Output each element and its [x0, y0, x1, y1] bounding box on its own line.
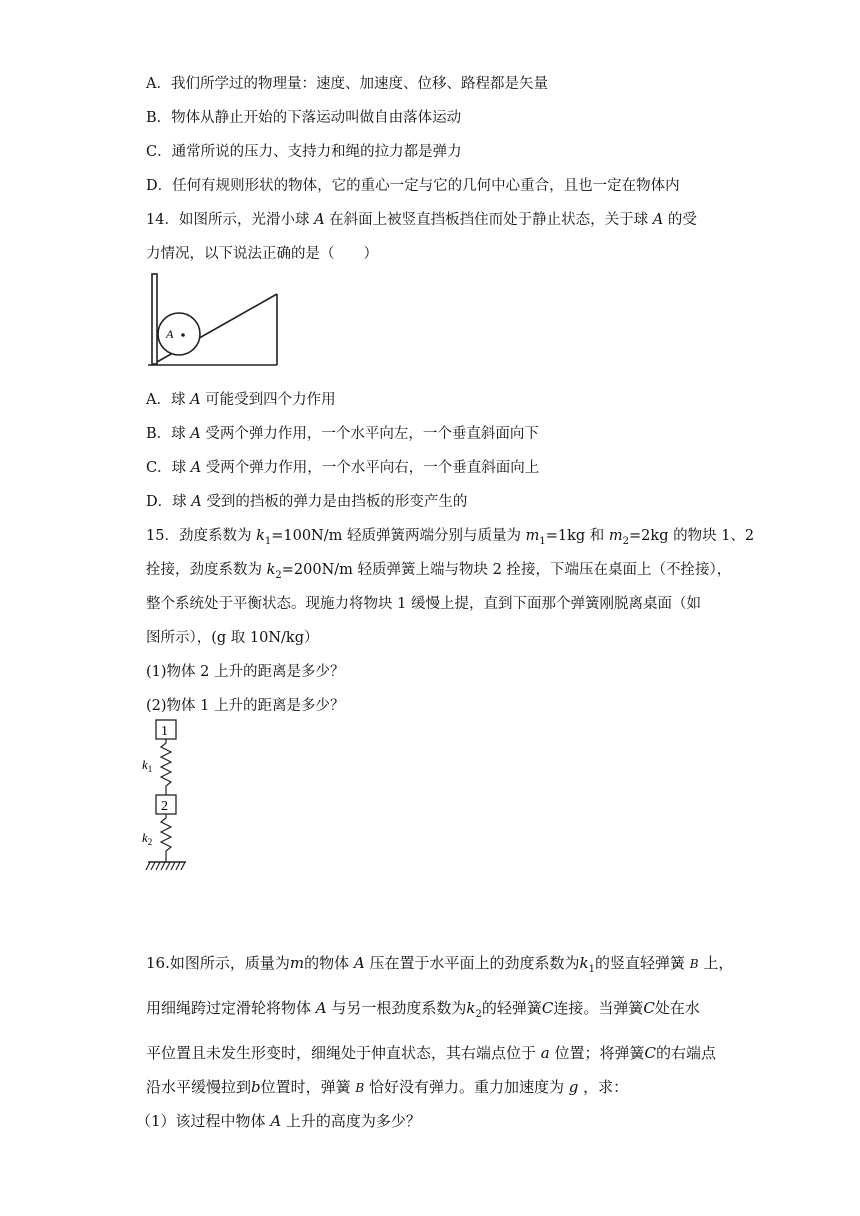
q13-option-d: D．任何有规则形状的物体，它的重心一定与它的几何中心重合，且也一定在物体内 [146, 178, 680, 194]
ball-label: A [166, 327, 174, 341]
q15-stem-line1: 15．劲度系数为 $k_1=100N/m$ 轻质弹簧两端分别与质量为 $m_1=1kg$ 和 $m_2=2kg$ 的物块 1、2 [146, 528, 755, 547]
q16-stem-line3: 平位置且未发生形变时，细绳处于伸直状态，其右端点位于 a 位置；将弹簧C的右端点 [146, 1044, 717, 1062]
q14-option-d: D．球 A 受到的挡板的弹力是由挡板的形变产生的 [146, 494, 468, 510]
ball-center-dot [181, 333, 185, 337]
ground-hatching [146, 862, 185, 870]
q14-option-a: A．球 A 可能受到四个力作用 [146, 392, 336, 408]
q15-stem-line3: 整个系统处于平衡状态。现施力将物块 1 缓慢上提，直到下面那个弹簧刚脱离桌面（如 [146, 596, 701, 612]
q15-stem-line2: 拴接，劲度系数为 $k_2=200N/m$ 轻质弹簧上端与物块 2 拴接，下端压在桌面上（不拴接）， [146, 562, 732, 581]
q14-incline-figure [146, 272, 280, 372]
q13-option-c: C．通常所说的压力、支持力和绳的拉力都是弹力 [146, 144, 462, 160]
q14-option-c: C．球 A 受两个弹力作用，一个水平向右，一个垂直斜面向上 [146, 460, 540, 476]
vertical-board [152, 274, 157, 364]
q16-stem-line4: 沿水平缓慢拉到b位置时，弹簧 B 恰好没有弹力。重力加速度为 g ，求： [146, 1078, 629, 1096]
q15-spring-figure [140, 716, 200, 876]
q13-option-a: A．我们所学过的物理量：速度、加速度、位移、路程都是矢量 [146, 76, 548, 92]
q14-stem-line2: 力情况，以下说法正确的是（ ） [146, 246, 378, 262]
block-1-label: 1 [161, 724, 168, 739]
spring-k1-label: $k_1$ [142, 757, 153, 774]
spring-k2 [161, 814, 171, 862]
spring-k2-label: $k_2$ [142, 830, 153, 847]
q13-option-b: B．物体从静止开始的下落运动叫做自由落体运动 [146, 110, 462, 126]
q16-stem-line1: 16.如图所示，质量为m的物体 A 压在置于水平面上的劲度系数为$k_1$的竖直轻弹簧 B 上， [146, 954, 734, 975]
q15-subquestion-2: (2)物体 1 上升的距离是多少？ [146, 698, 345, 714]
q14-stem-line1: 14．如图所示，光滑小球 A 在斜面上被竖直挡板挡住而处于静止状态，关于球 A 的受 [146, 212, 697, 228]
q15-stem-line4: 图所示），(g 取 10N/kg） [146, 630, 319, 646]
block-2-label: 2 [161, 799, 168, 814]
q15-subquestion-1: (1)物体 2 上升的距离是多少？ [146, 664, 345, 680]
spring-k1 [161, 739, 171, 795]
q16-subquestion-1: （1）该过程中物体 A 上升的高度为多少？ [136, 1112, 421, 1130]
ball-a [158, 313, 200, 355]
q16-stem-line2: 用细绳跨过定滑轮将物体 A 与另一根劲度系数为$k_2$的轻弹簧C连接。当弹簧C处在水 [146, 999, 700, 1020]
q14-option-b: B．球 A 受两个弹力作用，一个水平向左，一个垂直斜面向下 [146, 426, 539, 442]
